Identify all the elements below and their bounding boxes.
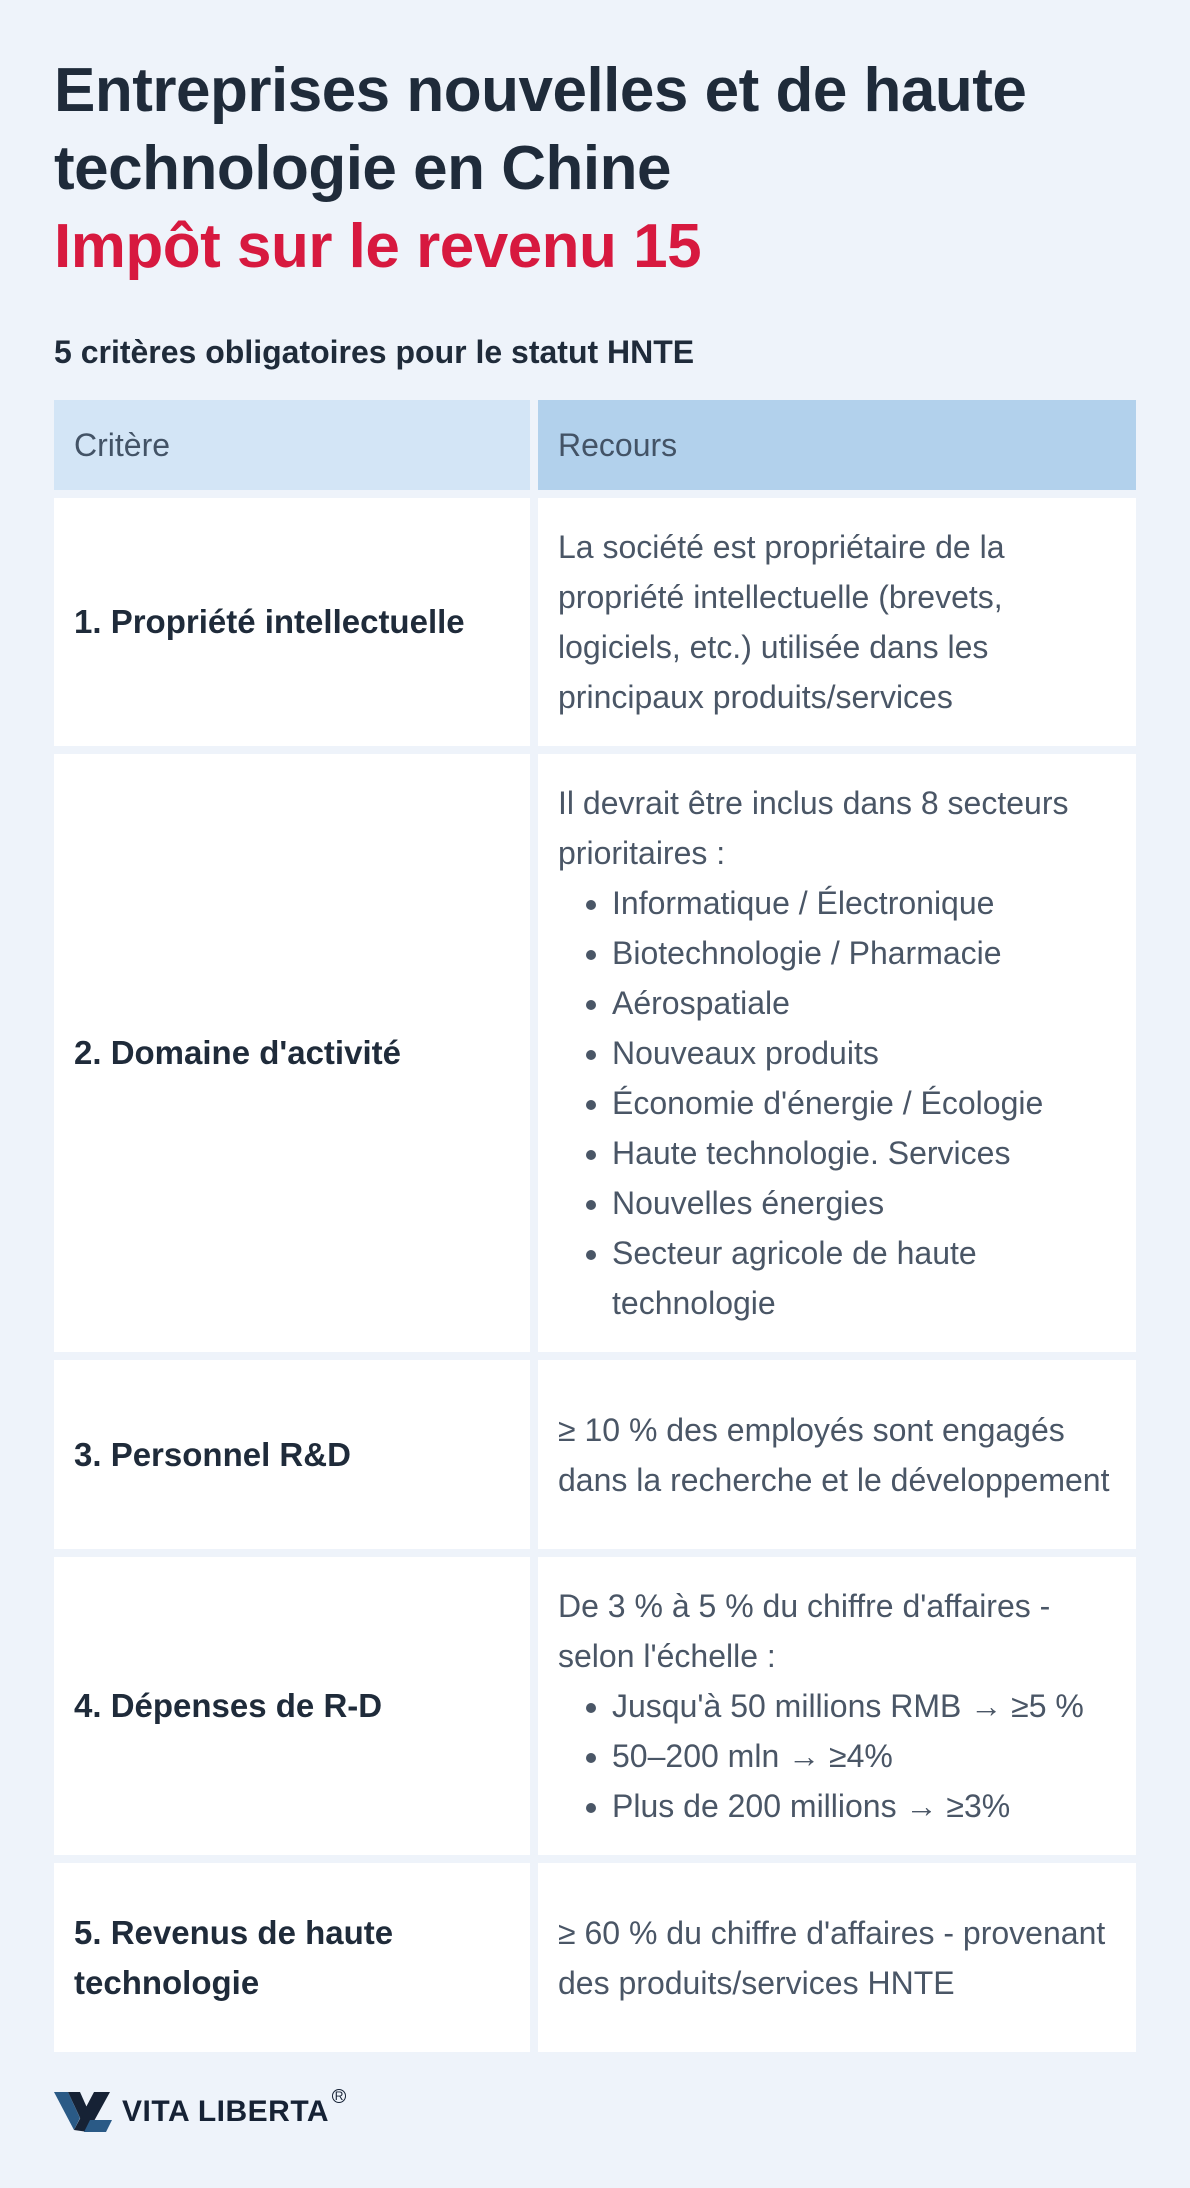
requirement-text: De 3 % à 5 % du chiffre d'affaires - selon l'échelle : — [558, 1588, 1051, 1674]
requirement-cell — [538, 1863, 1136, 2052]
column-header-requirement: Recours — [538, 400, 1136, 490]
list-item: • Jusqu'à 50 millions RMB → ≥5 % — [612, 1681, 1116, 1731]
requirement-text: ≥ 60 % du chiffre d'affaires - provenant des produits/services HNTE — [558, 1914, 1106, 2001]
criteria-table — [46, 392, 1144, 2060]
table-row — [54, 1360, 1136, 1549]
list-item: • Nouveaux produits — [612, 1028, 1116, 1078]
list-item: • Aérospatiale — [612, 978, 1116, 1028]
requirement-cell — [538, 1360, 1136, 1549]
list-item: • Informatique / Électronique — [612, 878, 1116, 928]
page-title — [54, 52, 1136, 286]
criterion-cell: 5. Revenus de haute technologie — [54, 1863, 530, 2052]
requirement-cell — [538, 754, 1136, 1352]
list-item: • Économie d'énergie / Écologie — [612, 1078, 1116, 1128]
table-row — [54, 1863, 1136, 2052]
footer-logo — [54, 2090, 346, 2134]
list-item: • Plus de 200 millions → ≥3% — [612, 1781, 1116, 1831]
column-header-criterion: Critère — [54, 400, 530, 490]
list-item: • Secteur agricole de haute technologie — [612, 1228, 1116, 1328]
requirement-cell — [538, 498, 1136, 746]
list-item: • 50–200 mln → ≥4% — [612, 1731, 1116, 1781]
sector-list — [558, 878, 1116, 1328]
criterion-cell: 3. Personnel R&D — [54, 1360, 530, 1549]
title-line-2: technologie en Chine — [54, 134, 671, 203]
list-item: • Nouvelles énergies — [612, 1178, 1116, 1228]
title-accent: Impôt sur le revenu 15 — [54, 212, 702, 281]
requirement-text: Il devrait être inclus dans 8 secteurs prioritaires : — [558, 785, 1069, 871]
table-row — [54, 498, 1136, 746]
criterion-cell: 2. Domaine d'activité — [54, 754, 530, 1352]
registered-mark: R — [332, 2089, 346, 2103]
table-row — [54, 1557, 1136, 1855]
page-content — [54, 52, 1136, 2060]
criterion-cell: 4. Dépenses de R-D — [54, 1557, 530, 1855]
table-row — [54, 754, 1136, 1352]
list-item: • Biotechnologie / Pharmacie — [612, 928, 1116, 978]
criterion-cell: 1. Propriété intellectuelle — [54, 498, 530, 746]
subtitle: 5 critères obligatoires pour le statut HNTE — [54, 334, 695, 370]
requirement-text: La société est propriétaire de la propriété intellectuelle (brevets, logiciels, etc.) utilisée dans les principaux produits/services — [558, 529, 1005, 715]
title-line-1: Entreprises nouvelles et de haute — [54, 56, 1027, 125]
brand-name: VITA LIBERTA — [122, 2095, 330, 2128]
list-item: • Haute technologie. Services — [612, 1128, 1116, 1178]
table-header-row — [54, 400, 1136, 490]
requirement-text: ≥ 10 % des employés sont engagés dans la recherche et le développement — [558, 1411, 1110, 1498]
requirement-cell — [538, 1557, 1136, 1855]
vita-liberta-logo-icon — [54, 2090, 112, 2134]
scale-list — [558, 1681, 1116, 1831]
